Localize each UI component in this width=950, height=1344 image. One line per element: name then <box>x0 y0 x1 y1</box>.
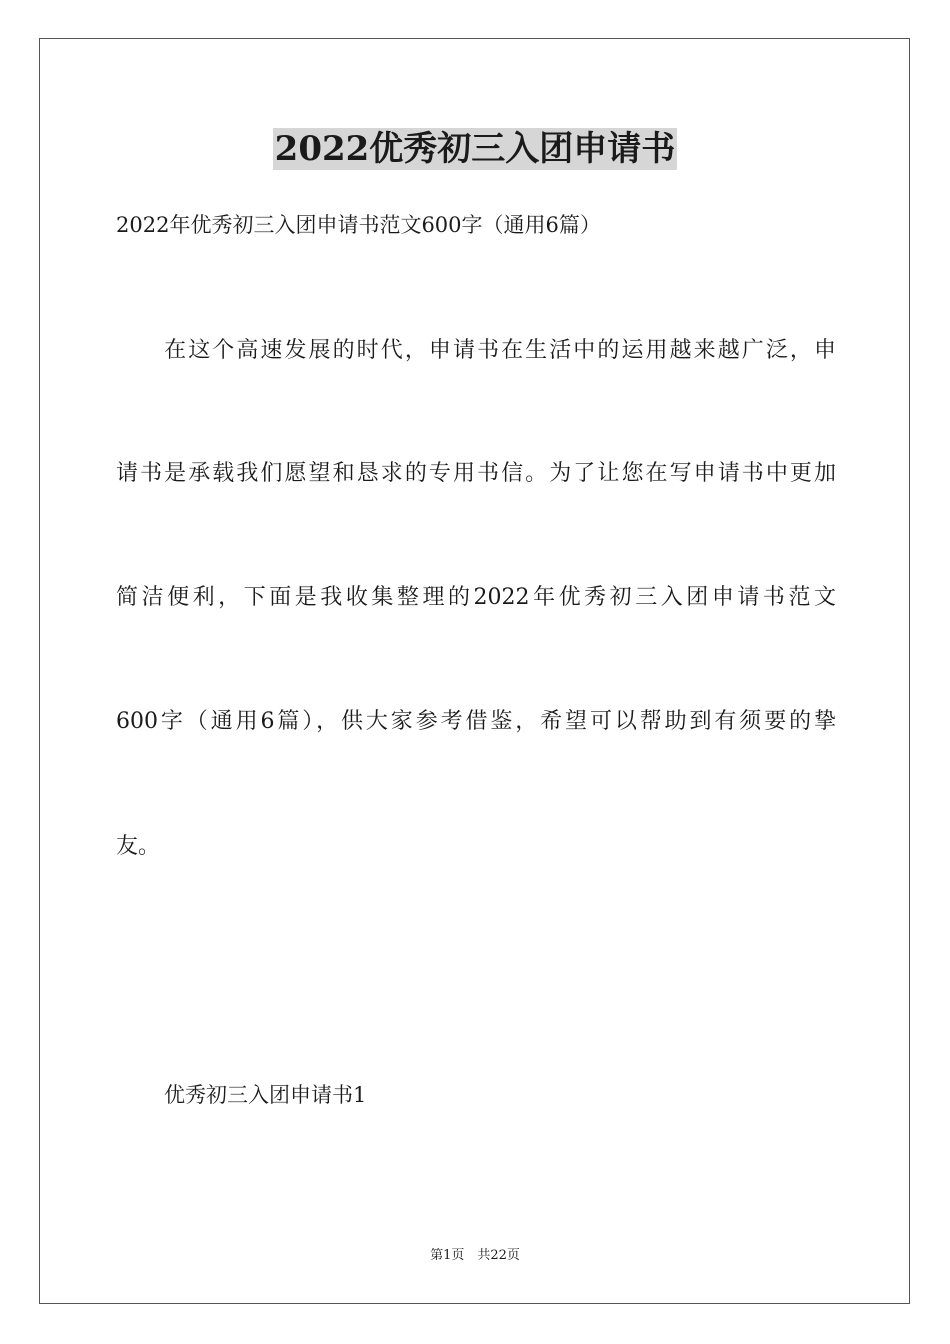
page-footer: 第1页 共22页 <box>430 1248 520 1263</box>
document-title: 2022优秀初三入团申请书 <box>274 129 676 169</box>
intro-line-5: 友。 <box>116 834 161 859</box>
intro-line-4: 600字（通用6篇），供大家参考借鉴，希望可以帮助到有须要的挚 <box>116 709 836 734</box>
section-heading: 优秀初三入团申请书1 <box>164 1083 367 1107</box>
document-subtitle: 2022年优秀初三入团申请书范文600字（通用6篇） <box>116 213 601 237</box>
intro-line-3: 简洁便利，下面是我收集整理的2022年优秀初三入团申请书范文 <box>116 585 836 610</box>
intro-line-2: 请书是承载我们愿望和恳求的专用书信。为了让您在写申请书中更加 <box>116 461 836 486</box>
intro-line-1: 在这个高速发展的时代，申请书在生活中的运用越来越广泛，申 <box>116 338 836 363</box>
title-wrap <box>0 128 950 170</box>
